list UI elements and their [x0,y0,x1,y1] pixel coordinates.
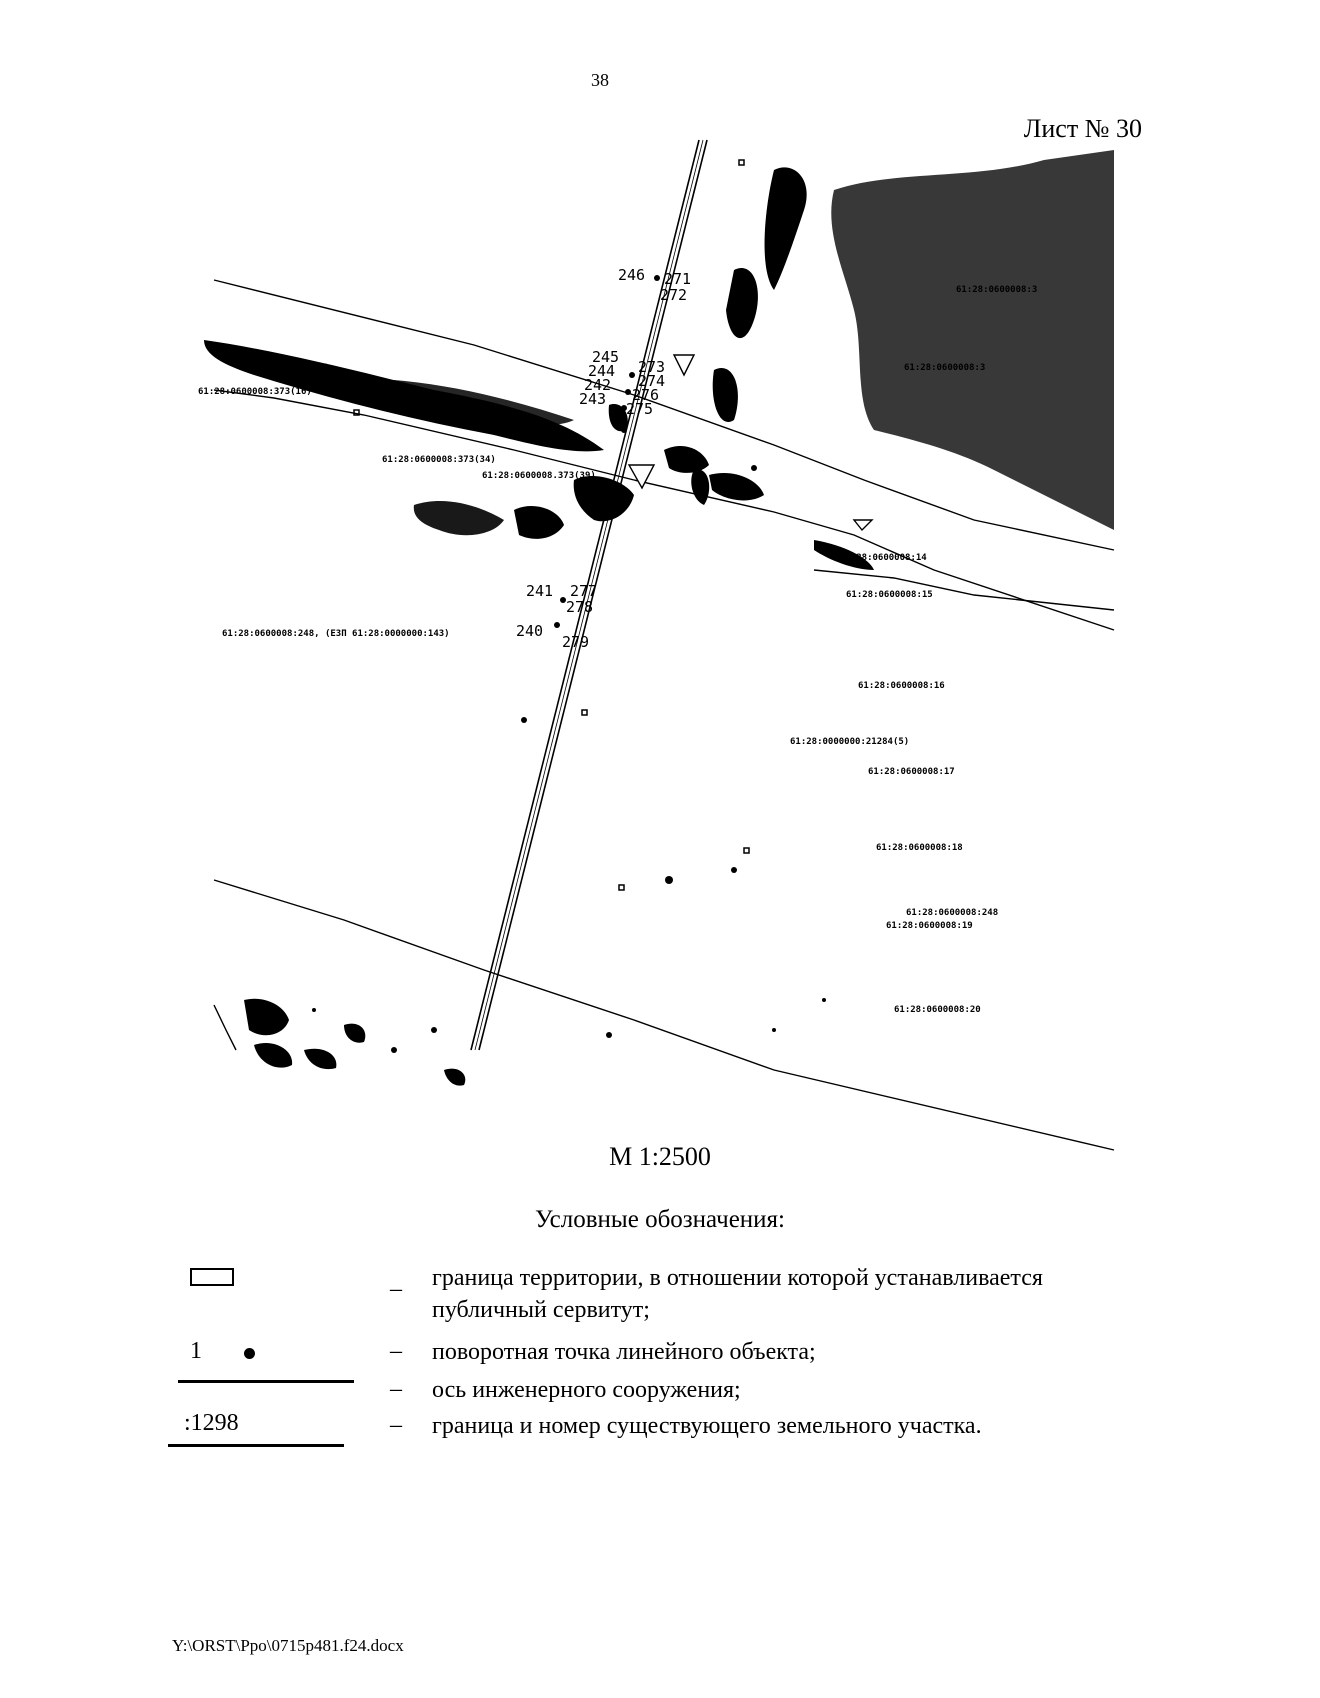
legend-symbol-text: :1298 [184,1410,239,1436]
parcel-line-corner [214,1005,236,1050]
triangle-marker-icon [854,520,872,530]
triangle-marker-icon [629,465,654,488]
legend-symbol-text: 1 [190,1338,202,1364]
point-label: 276 [632,386,660,404]
legend-title: Условные обозначения: [534,1206,786,1233]
parcel-label: 61:28:0600008:3 [956,285,1038,295]
parcel-label: 61:28:0600008:14 [840,553,927,563]
point-label: 271 [664,270,692,288]
axis-line-icon [178,1380,354,1383]
legend-dash: – [390,1276,402,1302]
point-label: 272 [660,286,688,304]
parcel-line-south [214,880,1114,1150]
parcel-label: 61:28:0600008:18 [876,843,963,853]
point-label: 245 [592,348,620,366]
rectangle-boundary-icon [190,1268,234,1286]
parcel-label: 61:28:0600008:17 [868,767,955,777]
turning-point-icon [625,389,631,395]
parcel-boundary-line-icon [168,1444,344,1447]
parcel-label: 61:28:0600008:248, (ЕЗП 61:28:0000000:143) [222,629,450,639]
turning-point-icon [629,372,635,378]
legend-description: поворотная точка линейного объекта; [432,1339,816,1365]
legend-item-engineering-axis [0,1372,1200,1412]
parcel-label: 61:28:0600008:19 [886,921,973,931]
parcel-label: 61:28:0600008:3 [904,363,986,373]
point-label: 275 [626,400,654,418]
parcel-label: 61:28:0600008.373(39) [482,471,596,481]
footer-file-path: Y:\ORST\Ppo\0715p481.f24.docx [172,1636,404,1655]
sheet-label: Лист № 30 [1023,114,1142,143]
point-label: 278 [566,598,594,616]
legend-description: ось инженерного сооружения; [432,1377,741,1403]
point-label: 244 [588,362,616,380]
legend-dash: – [390,1338,402,1364]
point-label: 246 [618,266,646,284]
scale-label: М 1:2500 [609,1142,711,1171]
cadastral-map [198,150,1114,1138]
parcel-label: 61:28:0600008:373(34) [382,455,496,465]
turning-point-icon [654,275,660,281]
point-label: 277 [570,582,598,600]
parcel-label: 61:28:0600008:248 [906,908,999,918]
point-labels [516,266,691,651]
legend-dash: – [390,1412,402,1438]
turning-point-icon [554,622,560,628]
parcel-label: 61:28:0600008:373(16) [198,387,312,397]
legend-item-land-parcel [0,1410,1200,1450]
point-label: 240 [516,622,544,640]
point-label: 243 [579,390,607,408]
legend-description: граница территории, в отношении которой устанавливается публичный сервитут; [432,1265,1043,1323]
point-label: 274 [638,372,666,390]
triangle-marker-icon [674,355,694,375]
legend-dash: – [390,1376,402,1402]
map-area [198,150,1114,1138]
point-label: 279 [562,633,590,651]
point-label: 242 [584,376,612,394]
legend-item-turning-point [0,1336,1200,1376]
page-number: 38 [591,70,609,90]
parcel-label: 61:28:0600008:20 [894,1005,981,1015]
survey-markers [629,355,872,530]
legend-item-servitude-boundary [0,1262,1200,1323]
legend-description: граница и номер существующего земельного участка. [432,1413,982,1439]
point-label: 273 [638,358,666,376]
parcel-label: 61:28:0600008:16 [858,681,945,691]
parcel-label: 61:28:0000000:21284(5) [790,737,910,747]
turning-point-icon [244,1348,255,1359]
point-label: 241 [526,582,554,600]
turning-points [554,275,660,628]
parcel-label: 61:28:0000000 [258,363,329,373]
parcel-label: 61:28:0600008:15 [846,590,933,600]
